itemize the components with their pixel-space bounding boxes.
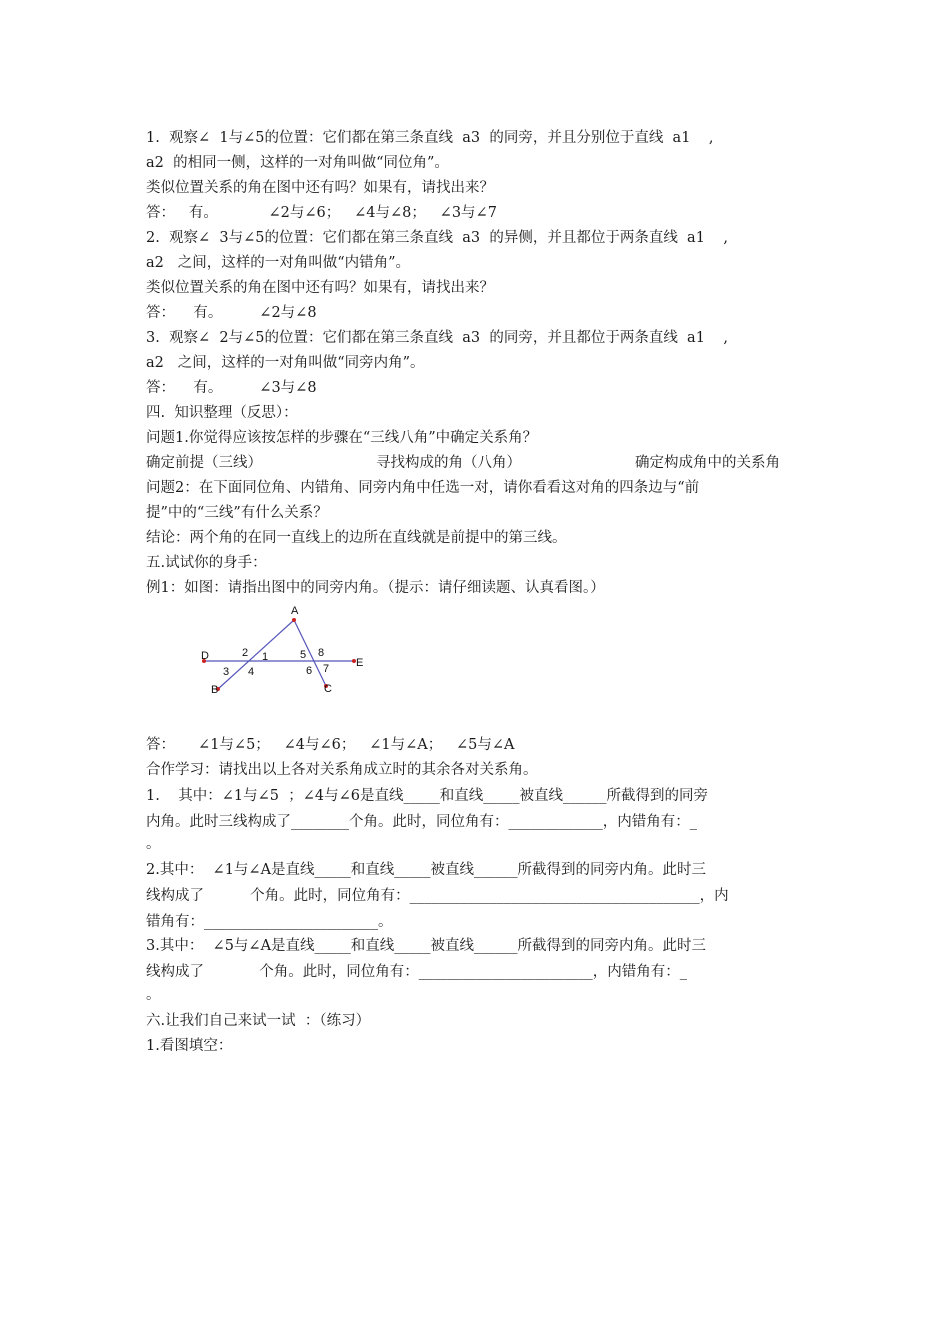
step: 确定前提（三线） [146, 455, 262, 471]
text-line: 合作学习：请找出以上各对关系角成立时的其余各对关系角。 [146, 762, 538, 778]
angle-label: 5 [300, 649, 307, 661]
text-line: a2 的相同一侧，这样的一对角叫做“同位角”。 [146, 155, 449, 171]
point-a [292, 618, 296, 622]
steps-row [146, 453, 780, 473]
fill-blank: 3.其中： ∠5与∠A是直线_____和直线_____被直线______所截得到的同旁内角。此时三 [146, 938, 707, 954]
step: 确定构成角中的关系角 [635, 455, 780, 471]
geometry-figure [190, 598, 380, 698]
section-heading: 六.让我们自己来试一试 ：（练习） [146, 1013, 371, 1029]
text-line: 类似位置关系的角在图中还有吗？如果有，请找出来？ [146, 280, 494, 296]
text-line: 类似位置关系的角在图中还有吗？如果有，请找出来？ [146, 180, 494, 196]
label-e: E [356, 657, 364, 669]
fill-blank: 2.其中： ∠1与∠A是直线_____和直线_____被直线______所截得到的同旁内角。此时三 [146, 862, 707, 878]
text-line: 答： 有。 ∠3与∠8 [146, 380, 317, 396]
question: 问题2：在下面同位角、内错角、同旁内角中任选一对，请你看看这对角的四条边与“前 [146, 480, 700, 496]
text-line: 1.看图填空： [146, 1038, 233, 1054]
label-b: B [211, 684, 219, 696]
answer: 答： ∠1与∠5； ∠4与∠6； ∠1与∠A； ∠5与∠A [146, 737, 515, 753]
angle-label: 7 [323, 663, 330, 675]
label-a: A [291, 605, 299, 617]
angle-label: 1 [262, 651, 269, 663]
text-line: 1. 观察∠ 1与∠5的位置：它们都在第三条直线 a3 的同旁，并且分别位于直线 a1 , [146, 130, 714, 146]
step: 寻找构成的角（八角） [376, 455, 521, 471]
angle-label: 3 [223, 666, 230, 678]
label-d: D [201, 650, 209, 662]
angle-label: 4 [248, 666, 255, 678]
angle-label: 6 [306, 665, 313, 677]
fill-blank: 线构成了 个角。此时，同位角有：________________________，内错角有：_ [146, 964, 688, 980]
line-ab [218, 620, 294, 689]
conclusion: 结论：两个角的在同一直线上的边所在直线就是前提中的第三线。 [146, 530, 567, 546]
section-heading: 四. 知识整理（反思）： [146, 405, 298, 421]
text-line: 提”中的“三线”有什么关系？ [146, 505, 328, 521]
fill-blank: 线构成了 个角。此时，同位角有：________________________________________，内 [146, 888, 729, 904]
text-line: 3. 观察∠ 2与∠5的位置：它们都在第三条直线 a3 的同旁，并且都位于两条直线 a1 , [146, 330, 728, 346]
text-line: a2 之间，这样的一对角叫做“同旁内角”。 [146, 355, 425, 371]
text-line: 答： 有。 ∠2与∠8 [146, 305, 317, 321]
section-heading: 五.试试你的身手： [146, 555, 267, 571]
example: 例1：如图：请指出图中的同旁内角。（提示：请仔细读题、认真看图。） [146, 580, 605, 596]
fill-blank: 内角。此时三线构成了________个角。此时，同位角有：_____________，内错角有：_ [146, 814, 697, 830]
text-line: 。 [146, 987, 161, 1003]
label-c: C [324, 683, 332, 695]
fill-blank: 错角有：________________________。 [146, 914, 393, 930]
question: 问题1.你觉得应该按怎样的步骤在“三线八角”中确定关系角？ [146, 430, 538, 446]
text-line: 。 [146, 836, 161, 852]
text-line: 2. 观察∠ 3与∠5的位置：它们都在第三条直线 a3 的异侧，并且都位于两条直线 a1 , [146, 230, 728, 246]
angle-label: 8 [318, 647, 325, 659]
angle-label: 2 [242, 647, 249, 659]
fill-blank: 1. 其中：∠1与∠5 ；∠4与∠6是直线_____和直线_____被直线______所截得到的同旁 [146, 788, 708, 804]
text-line: 答： 有。 ∠2与∠6； ∠4与∠8； ∠3与∠7 [146, 205, 497, 221]
text-line: a2 之间，这样的一对角叫做“内错角”。 [146, 255, 411, 271]
